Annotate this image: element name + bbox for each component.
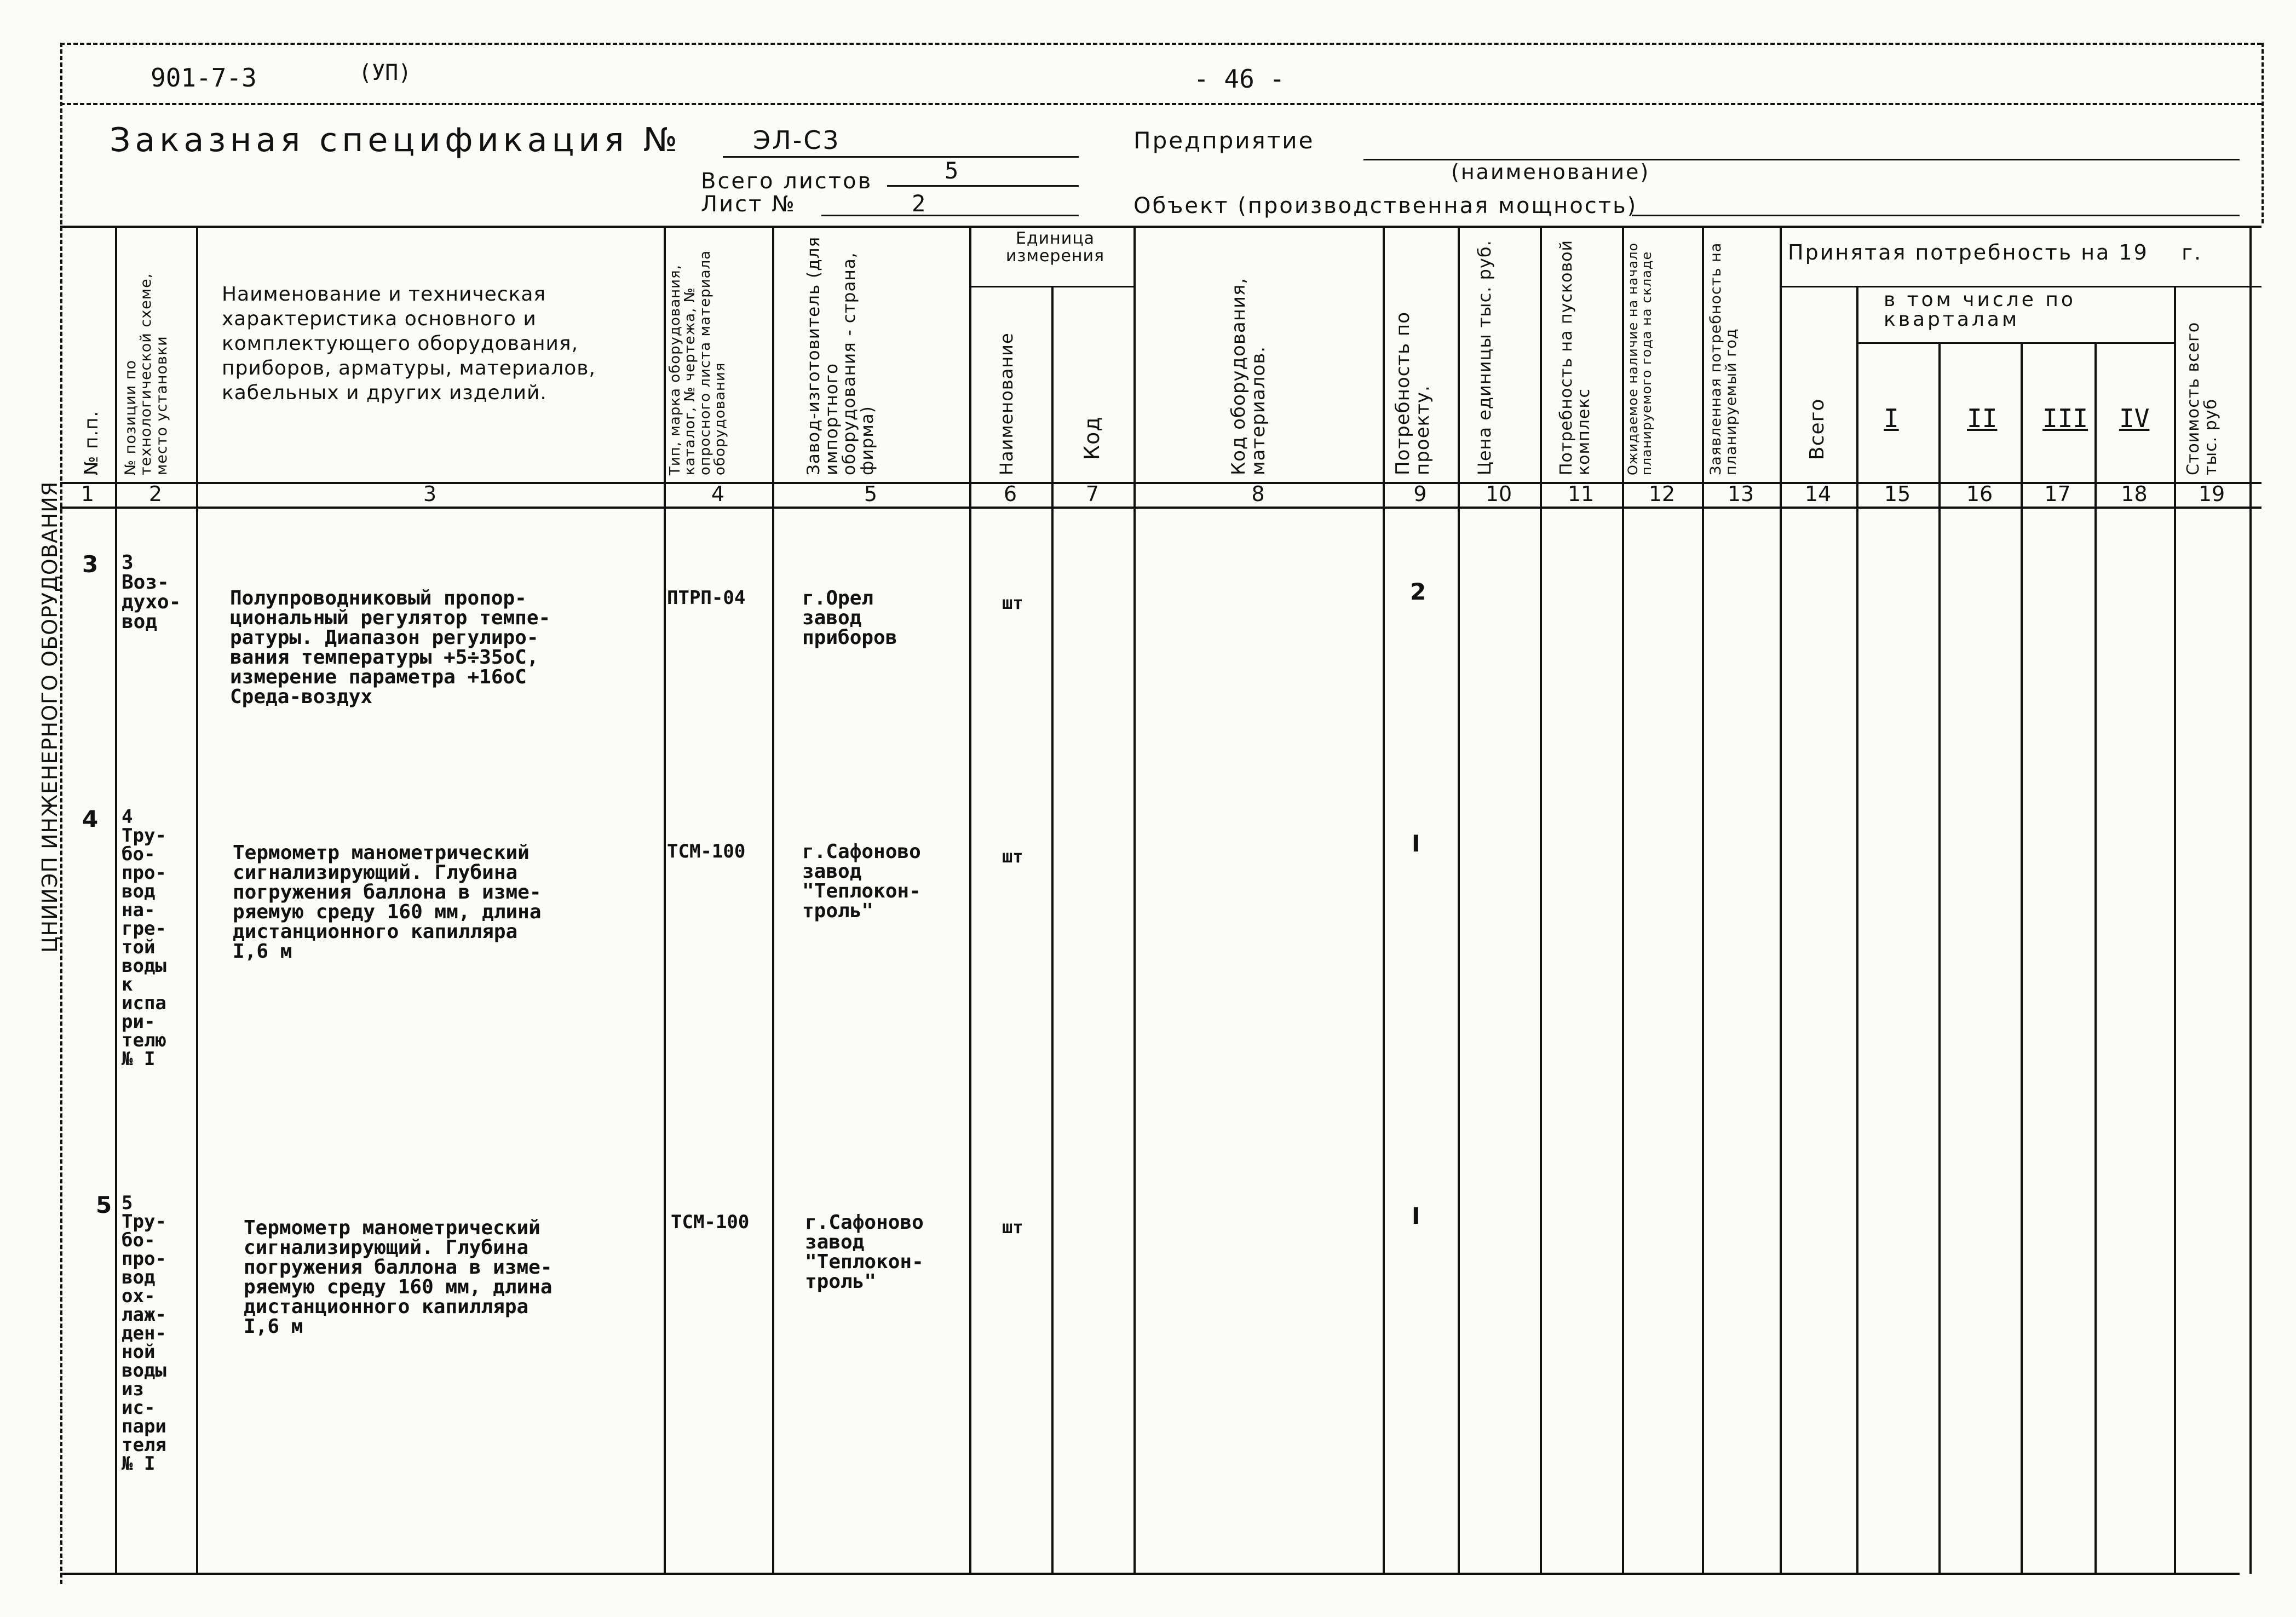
frame-right-top xyxy=(2262,43,2264,223)
col-number: 16 xyxy=(1966,482,1993,506)
col-number: 14 xyxy=(1804,482,1832,506)
v18 xyxy=(2174,286,2176,1574)
row-qty: 2 xyxy=(1410,578,1426,605)
col-number: 2 xyxy=(148,482,163,506)
col-num-bottom-line xyxy=(60,507,2262,509)
table-top-line xyxy=(60,226,2262,228)
row-position: 4 Тру- бо- про- вод на- гре- той воды к испа ри- телю № I xyxy=(122,806,166,1070)
col-number: 5 xyxy=(864,482,878,506)
v8 xyxy=(1383,226,1385,1574)
row-maker: г.Сафоново завод "Теплокон- троль" xyxy=(805,1211,924,1293)
table-bottom-line xyxy=(60,1573,2240,1575)
row-qty: I xyxy=(1412,830,1420,857)
object-line xyxy=(1632,215,2240,216)
col-header-15: I xyxy=(1884,404,1899,433)
row-number: 5 xyxy=(96,1192,112,1218)
col-header-7: Код xyxy=(1080,416,1104,460)
sheet-line xyxy=(821,215,1079,216)
header-divider xyxy=(60,103,2262,105)
col-header-18: IV xyxy=(2119,404,2150,433)
doc-suffix: (УП) xyxy=(359,60,412,85)
col-header-11: Потребность на пусковой комплекс xyxy=(1557,240,1593,475)
col-number: 6 xyxy=(1003,482,1017,506)
col-number: 3 xyxy=(423,482,437,506)
col-header-4: Тип, марка оборудования, каталог, № чертежа, № опросного листа материала оборудования xyxy=(667,250,728,475)
v14 xyxy=(1856,286,1858,1574)
spec-number-line xyxy=(723,156,1079,158)
v13 xyxy=(1780,226,1782,1574)
col-number: 8 xyxy=(1251,482,1265,506)
col-header-6: Наименование xyxy=(996,332,1017,475)
v19 xyxy=(2249,226,2252,1574)
row-unit: шт xyxy=(1002,1217,1023,1238)
row-type: ТСМ-100 xyxy=(667,841,746,862)
enterprise-hint: (наименование) xyxy=(1451,160,1650,184)
col-number: 17 xyxy=(2044,482,2071,506)
col-number: 9 xyxy=(1413,482,1427,506)
col-header-14: Всего xyxy=(1806,398,1828,460)
object-label: Объект (производственная мощность) xyxy=(1133,193,1638,218)
page-number: - 46 - xyxy=(1194,64,1285,94)
col-number: 19 xyxy=(2198,482,2225,506)
row-maker: г.Орел завод приборов xyxy=(802,587,897,649)
col-header-8: Код оборудования, материалов. xyxy=(1228,277,1269,475)
side-caption: ЦНИИЭП ИНЖЕНЕРНОГО ОБОРУДОВАНИЯ xyxy=(38,481,62,953)
v7 xyxy=(1133,226,1136,1574)
col-header-19: Стоимость всего тыс. руб xyxy=(2184,321,2220,475)
enterprise-label: Предприятие xyxy=(1133,127,1315,154)
v9 xyxy=(1458,226,1460,1574)
col-header-2: № позиции по технологической схеме, место установки xyxy=(122,273,170,475)
quarters-group-header: в том числе по кварталам xyxy=(1884,289,2076,331)
row-type: ТСМ-100 xyxy=(671,1211,750,1233)
row-name: Полупроводниковый пропор- циональный регулятор темпе- ратуры. Диапазон регулиро- вания температуры +5÷35оС, измерение параметра +16оС Среда-воздух xyxy=(230,587,551,708)
total-sheets-label: Всего листов xyxy=(701,169,873,194)
total-sheets-value: 5 xyxy=(945,157,959,184)
v1 xyxy=(115,226,117,1574)
col-header-1: № п.п. xyxy=(80,410,102,475)
v16 xyxy=(2021,342,2023,1574)
v5 xyxy=(969,226,971,1574)
col-number: 7 xyxy=(1085,482,1100,506)
col-number: 4 xyxy=(711,482,725,506)
sheet-label: Лист № xyxy=(701,192,796,217)
col-number: 11 xyxy=(1567,482,1595,506)
accepted-group-header: Принятая потребность на 19 г. xyxy=(1788,240,2203,264)
col-header-13: Заявленная потребность на планируемый год xyxy=(1707,242,1740,475)
unit-group-header: Единица измерения xyxy=(1005,229,1105,266)
spec-title: Заказная спецификация № xyxy=(110,121,682,159)
v12 xyxy=(1702,226,1704,1574)
col-header-16: II xyxy=(1967,404,1998,433)
col-header-3: Наименование и техническая характеристика основного и комплектующего оборудования, приборов, арматуры, материалов, кабельных и других изделий. xyxy=(222,283,596,404)
v17 xyxy=(2094,342,2097,1574)
row-position: 5 Тру- бо- про- вод ох- лаж- ден- ной воды из ис- пари теля № I xyxy=(122,1192,166,1475)
total-sheets-line xyxy=(887,185,1079,187)
row-name: Термометр манометрический сигнализирующий. Глубина погружения баллона в изме- ряемую среду 160 мм, длина дистанционного капилляра I,6 м xyxy=(233,842,542,963)
spec-number: ЭЛ-С3 xyxy=(753,125,841,155)
col-header-12: Ожидаемое наличие на начало планируемого года на складе xyxy=(1625,242,1655,475)
doc-code: 901-7-3 xyxy=(151,63,257,93)
v4 xyxy=(772,226,774,1574)
row-type: ПТРП-04 xyxy=(667,587,746,609)
v2 xyxy=(196,226,198,1574)
quarters-group-line xyxy=(1856,342,2174,344)
col-number: 12 xyxy=(1648,482,1676,506)
col-number: 18 xyxy=(2121,482,2148,506)
row-qty: I xyxy=(1412,1202,1420,1229)
row-number: 3 xyxy=(82,551,99,578)
row-number: 4 xyxy=(82,805,99,832)
col-number: 15 xyxy=(1884,482,1911,506)
col-header-9: Потребность по проекту. xyxy=(1392,311,1434,475)
frame-top xyxy=(60,43,2262,45)
col-header-17: III xyxy=(2042,404,2088,433)
accepted-group-line xyxy=(1780,286,2262,287)
v15 xyxy=(1938,342,1941,1574)
row-name: Термометр манометрический сигнализирующий. Глубина погружения баллона в изме- ряемую среду 160 мм, длина дистанционного капилляра I,6 м xyxy=(244,1217,553,1338)
col-header-10: Цена единицы тыс. руб. xyxy=(1474,240,1495,475)
v6 xyxy=(1051,286,1054,1574)
row-maker: г.Сафоново завод "Теплокон- троль" xyxy=(802,841,921,922)
v3 xyxy=(664,226,666,1574)
col-header-5: Завод-изготовитель (для импортного оборудования - страна, фирма) xyxy=(804,236,877,475)
col-number: 10 xyxy=(1485,482,1512,506)
row-unit: шт xyxy=(1002,592,1023,613)
sheet-value: 2 xyxy=(912,190,926,217)
row-position: 3 Воз- духо- вод xyxy=(122,551,181,633)
v11 xyxy=(1622,226,1624,1574)
row-unit: шт xyxy=(1002,846,1023,867)
col-number: 13 xyxy=(1727,482,1754,506)
v10 xyxy=(1540,226,1542,1574)
col-number: 1 xyxy=(80,482,95,506)
